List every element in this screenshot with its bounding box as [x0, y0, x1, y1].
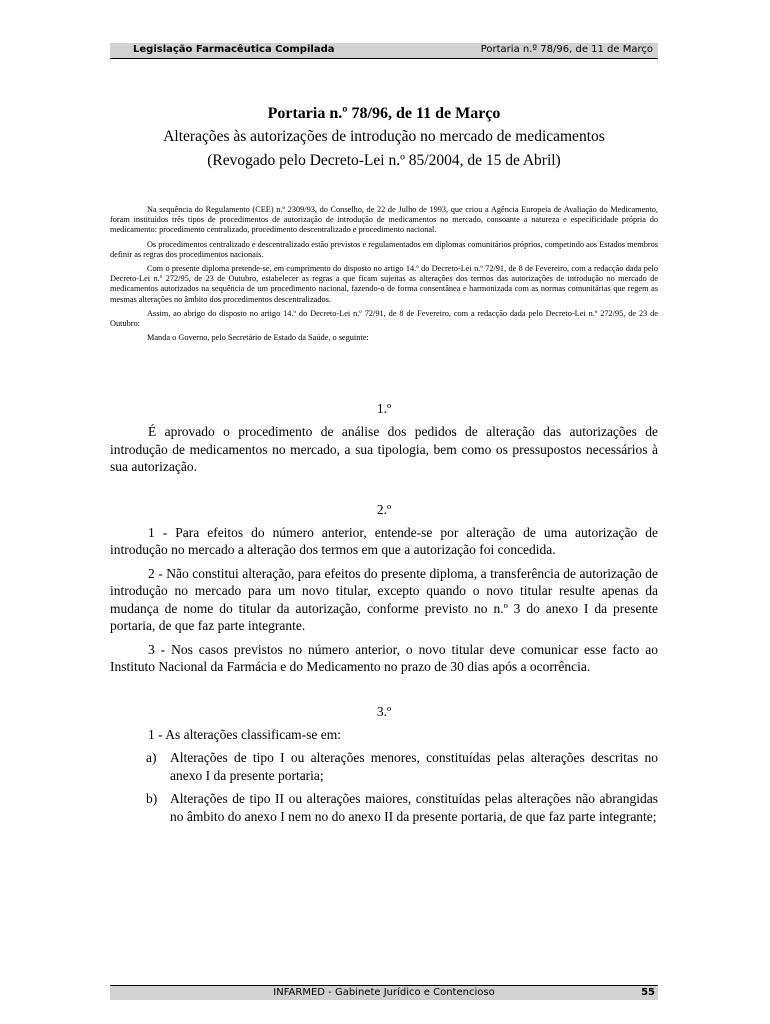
- document-title: Portaria n.º 78/96, de 11 de Março: [267, 105, 501, 122]
- header-document-reference: Portaria n.º 78/96, de 11 de Março: [480, 44, 653, 55]
- list-item-text: Alterações de tipo I ou alterações menores, constituídas pelas alterações descritas no anexo I da presente portaria;: [170, 750, 658, 783]
- list-item-letter: b): [146, 791, 158, 807]
- list-item-letter: a): [146, 750, 157, 766]
- page-footer: [110, 985, 658, 1000]
- list-item: [110, 790, 658, 825]
- preamble-paragraph: Manda o Governo, pelo Secretário de Estado da Saúde, o seguinte:: [147, 333, 369, 343]
- document-subtitle: Alterações às autorizações de introdução no mercado de medicamentos: [163, 128, 605, 145]
- footer-department: INFARMED - Gabinete Jurídico e Contencioso: [273, 987, 495, 998]
- preamble-paragraph: Na sequência do Regulamento (CEE) n.º 2309/93, do Conselho, de 22 de Julho de 1993, que criou a Agência Europeia de Avaliação do Medicamento, foram instituídos três tipos de procedimentos de autorização de introdução de medicamentos no mercado, consoante a natureza e especificidade própria do medicamento: procedimento centralizado, procedimento descentralizado e procedimento nacional.: [110, 205, 658, 235]
- article-paragraph: 2 - Não constitui alteração, para efeitos do presente diploma, a transferência de autorização de introdução no mercado para um novo titular, excepto quando o novo titular resulte apenas da mudança de nome do titular da autorização, conforme previsto no n.º 3 do anexo I da presente portaria, de que faz parte integrante.: [110, 565, 658, 634]
- page-header: [110, 43, 658, 59]
- article-paragraph: 1 - As alterações classificam-se em:: [148, 726, 342, 742]
- preamble-paragraph: Com o presente diploma pretende-se, em cumprimento do disposto no artigo 14.º do Decreto-Lei n.º 72/91, de 8 de Fevereiro, com a redacção dada pelo Decreto-Lei n.º 272/95, de 23 de Outubro, estabelecer as regras a que ficam sujeitas as alterações dos termos das autorizações de introdução no mercado de medicamentos autorizados na sequência de um procedimento nacional, fazendo-o de forma consentânea e harmonizada com as normas comunitárias que regem as mesmas alterações no âmbito dos procedimentos descentralizados.: [110, 264, 658, 304]
- article-paragraph: 3 - Nos casos previstos no número anterior, o novo titular deve comunicar esse facto ao Instituto Nacional da Farmácia e do Medicamento no prazo de 30 dias após a ocorrência.: [110, 641, 658, 675]
- article-3: [110, 704, 658, 826]
- article-number: 2.º: [376, 501, 392, 517]
- revocation-note: (Revogado pelo Decreto-Lei n.º 85/2004, de 15 de Abril): [207, 152, 561, 169]
- article-paragraph: É aprovado o procedimento de análise dos pedidos de alteração das autorizações de introdução de medicamentos no mercado, a sua tipologia, bem como os pressupostos necessários à sua autorização.: [110, 424, 658, 475]
- preamble-paragraph: Assim, ao abrigo do disposto no artigo 14.º do Decreto-Lei n.º 72/91, de 8 de Fevereiro, com a redacção dada pelo Decreto-Lei n.º 272/95, de 23 de Outubro:: [110, 308, 658, 329]
- list-item: [110, 749, 658, 784]
- list-item-text: Alterações de tipo II ou alterações maiores, constituídas pelas alterações não abrangidas no âmbito do anexo I nem no do anexo II da presente portaria, de que faz parte integrante;: [170, 791, 658, 824]
- article-2: [110, 502, 658, 676]
- article-paragraph: 1 - Para efeitos do número anterior, entende-se por alteração de uma autorização de introdução no mercado a alteração dos termos em que a autorização foi concedida.: [110, 524, 658, 558]
- article-1: [110, 401, 658, 476]
- preamble-paragraph: Os procedimentos centralizado e descentralizado estão previstos e regulamentados em diplomas comunitários próprios, competindo aos Estados membros definir as regras dos procedimentos nacionais.: [110, 239, 658, 259]
- preamble: [110, 205, 658, 343]
- article-number: 3.º: [376, 703, 392, 719]
- document-body: [110, 100, 658, 831]
- page-number: 55: [641, 987, 655, 998]
- article-number: 1.º: [376, 401, 392, 417]
- header-publication-title: Legislação Farmacêutica Compilada: [133, 44, 335, 55]
